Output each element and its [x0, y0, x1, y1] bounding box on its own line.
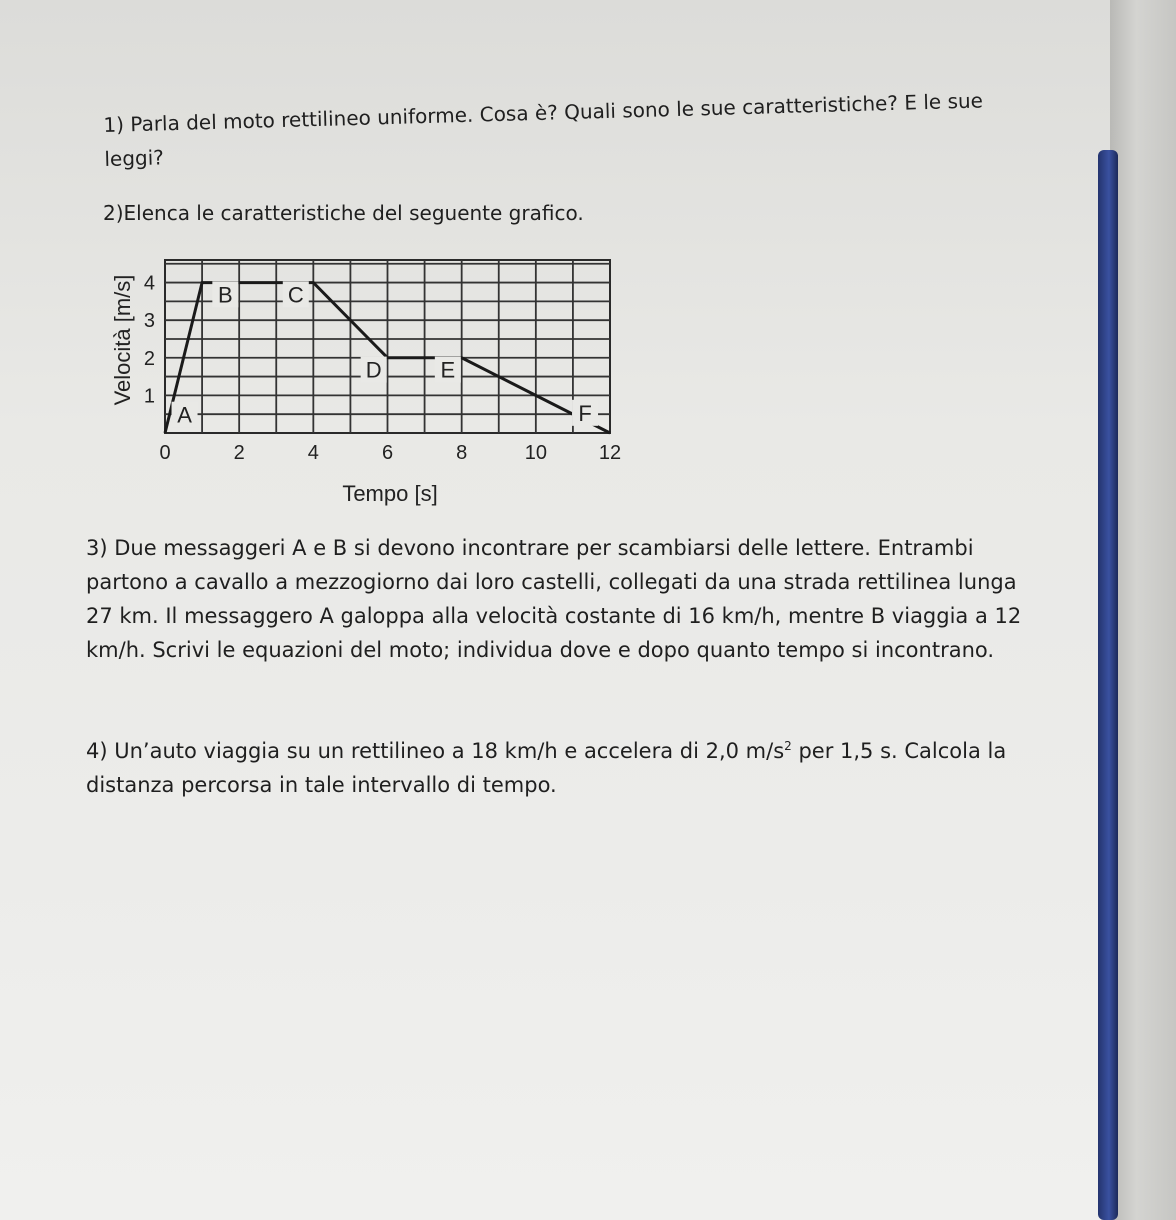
background-edge [1110, 0, 1176, 1220]
y-tick-label: 3 [143, 310, 155, 333]
point-label: B [217, 282, 233, 308]
x-tick-label: 6 [381, 442, 394, 464]
x-tick-label: 10 [524, 442, 547, 464]
question-1: 1) Parla del moto rettilineo uniforme. Cosa è? Quali sono le sue caratteristiche? E le sue leggi? [103, 88, 984, 171]
question-4-text-b: per 1,5 s. Calcola la distanza percorsa in tale intervallo di tempo. [86, 739, 1007, 797]
x-tick-label: 4 [307, 442, 319, 464]
velocity-time-chart [90, 245, 650, 515]
point-label: E [440, 357, 456, 383]
y-axis-label: Velocità [m/s] [110, 274, 135, 406]
x-tick-label: 0 [159, 442, 171, 464]
point-label: C [287, 282, 304, 308]
x-tick-label: 2 [233, 442, 245, 464]
question-2: 2)Elenca le caratteristiche del seguente grafico. [103, 201, 584, 225]
point-label: A [177, 402, 192, 428]
question-4-exponent: 2 [784, 739, 792, 753]
question-3: 3) Due messaggeri A e B si devono incontrare per scambiarsi delle lettere. Entrambi partono a cavallo a mezzogiorno dai loro castelli, collegati da una strada rettilinea lunga 27 km. Il messaggero A galoppa alla velocità costante di 16 km/h, mentre B viaggia a 12 km/h. Scrivi le equazioni del moto; individua dove e dopo quanto tempo si incontrano. [86, 536, 1022, 662]
y-tick-label: 4 [143, 272, 155, 295]
x-axis-label: Tempo [s] [342, 481, 438, 506]
x-tick-label: 8 [456, 442, 468, 464]
binder-strip [1098, 150, 1118, 1220]
question-4 [86, 734, 1026, 802]
x-tick-label: 12 [598, 442, 622, 464]
point-label: F [578, 400, 592, 426]
y-tick-label: 1 [143, 385, 155, 408]
point-label: D [365, 357, 382, 383]
question-4-text-a: 4) Un’auto viaggia su un rettilineo a 18 km/h e accelera di 2,0 m/s [86, 739, 785, 763]
y-tick-label: 2 [143, 347, 155, 370]
